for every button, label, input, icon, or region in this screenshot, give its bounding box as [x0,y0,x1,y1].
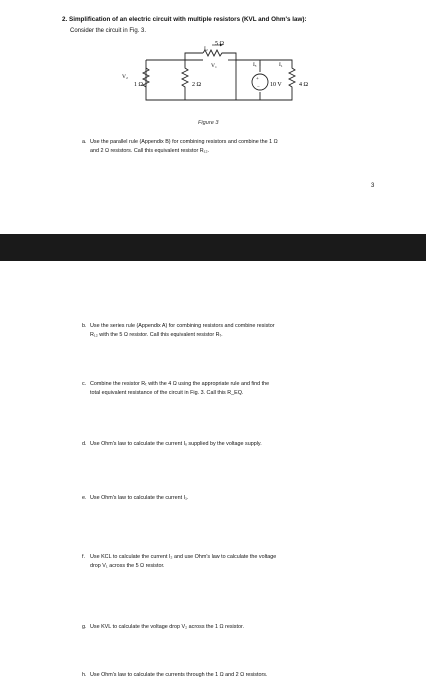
label-1-ohm: 1 Ω [134,82,143,88]
svg-text:−: − [257,85,260,90]
figure-caption: Figure 3 [198,120,219,126]
question-letter: h. [82,672,87,678]
question-text: Use Ohm's law to calculate the currents through the 1 Ω and 2 Ω resistors. [90,672,268,678]
svg-text:+: + [256,77,259,82]
label-10v: 10 V [270,82,282,88]
question-text: Use Ohm's law to calculate the current I₁. [90,495,189,501]
question-text: total equivalent resistance of the circuit in Fig. 3. Call this R_EQ. [90,390,244,396]
question-letter: e. [82,495,87,501]
page-2 [0,261,426,700]
page-number: 3 [371,183,375,189]
question-b [82,322,390,340]
label-v1: V₁ [211,63,217,69]
question-text: R₁₂ with the 5 Ω resistor. Call this equivalent resistor Rₜ. [90,332,223,338]
question-text: Use the series rule (Appendix A) for combining resistors and combine resistor [90,323,275,329]
question-f [82,553,390,571]
question-e [82,494,390,503]
voltage-source-icon [252,74,268,90]
question-d [82,440,390,449]
problem-subtitle: Consider the circuit in Fig. 3. [70,28,147,34]
page-divider [0,234,426,261]
label-ix: Iₓ [253,62,257,68]
question-letter: b. [82,323,87,329]
question-text: Use KCL to calculate the current I₂ and use Ohm's law to calculate the voltage [90,554,277,560]
question-g [82,623,390,632]
circuit-diagram [0,0,426,120]
question-text: Combine the resistor Rₜ with the 4 Ω using the appropriate rule and find the [90,381,270,387]
question-letter: c. [82,381,87,387]
question-a [82,138,390,156]
question-h [82,671,390,680]
question-letter: g. [82,624,87,630]
question-letter: a. [82,139,87,145]
question-text: drop V₁ across the 5 Ω resistor. [90,563,165,569]
question-letter: f. [82,554,85,560]
label-i1: I₁ [279,62,283,68]
question-c [82,380,390,398]
question-text: Use KVL to calculate the voltage drop V₂ across the 1 Ω resistor. [90,624,244,630]
label-5-ohm: 5 Ω [215,41,224,47]
question-text: Use Ohm's law to calculate the current Iₓ supplied by the voltage supply. [90,441,262,447]
question-text: and 2 Ω resistors. Call this equivalent resistor R₁₂. [90,148,210,154]
label-4-ohm: 4 Ω [299,82,308,88]
label-2-ohm: 2 Ω [192,82,201,88]
question-text: Use the parallel rule (Appendix B) for combining resistors and combine the 1 Ω [90,139,278,145]
question-letter: d. [82,441,87,447]
label-i2: I₂ [204,46,208,52]
problem-title: 2. Simplification of an electric circuit with multiple resistors (KVL and Ohm's law): [62,16,307,23]
label-v2: V₂ [122,74,128,80]
page-1 [0,0,426,234]
